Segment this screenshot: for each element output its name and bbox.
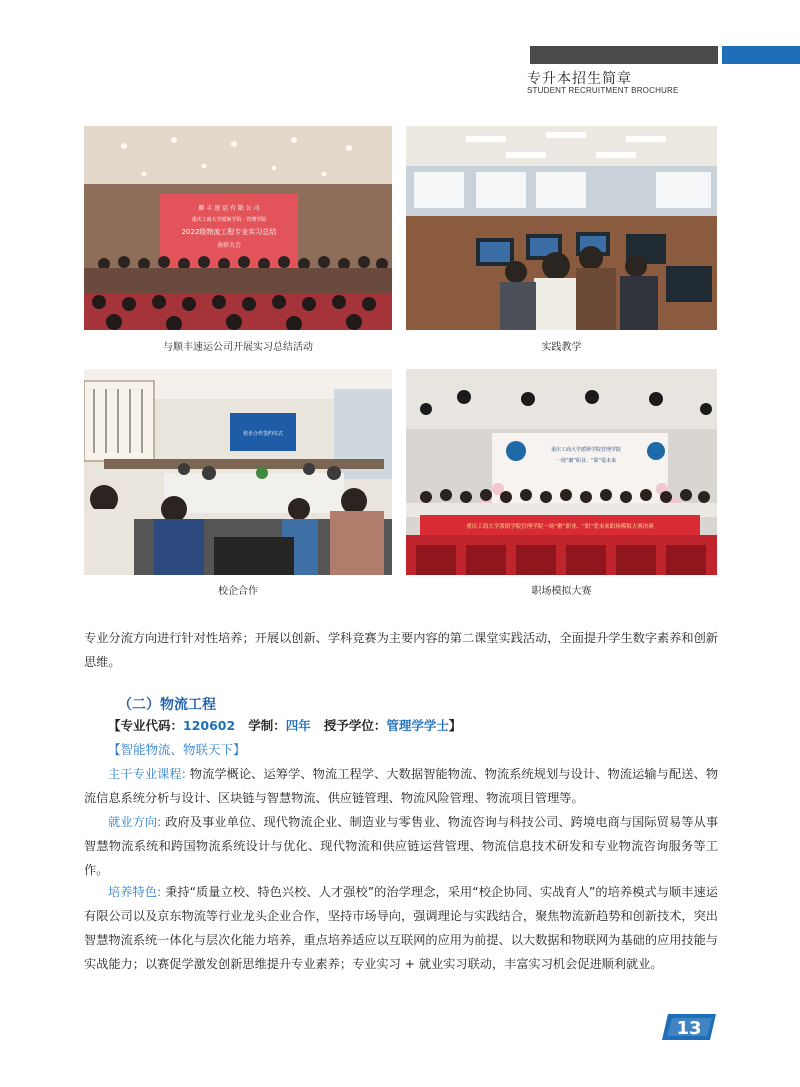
major-info-close: 】 (448, 718, 462, 733)
header-band-blue (722, 46, 800, 64)
photo-practice-teaching (406, 126, 717, 330)
page-number: 13 (676, 1018, 702, 1039)
duration-value: 四年 (285, 718, 311, 733)
employment-text: 政府及事业单位、现代物流企业、制造业与零售业、物流咨询与科技公司、跨境电商与国际贸易等从事智慧物流系统和跨国物流系统设计与优化、现代物流和供应链运营管理、物流信息技术研发和专业物流咨询服务等工作。 (84, 815, 719, 877)
major-info-line (108, 716, 461, 734)
degree-label: 授予学位： (323, 718, 387, 733)
screen-text: 校企合作签约仪式 (242, 431, 284, 437)
employment-label: 就业方向: (108, 815, 162, 829)
courses-paragraph (84, 762, 718, 810)
section-tagline: 【智能物流、物联天下】 (108, 742, 246, 757)
courses-text: 物流学概论、运筹学、物流工程学、大数据智能物流、物流系统规划与设计、物流运输与配送、物流信息系统分析与设计、区块链与智慧物流、供应链管理、物流风险管理、物流项目管理等。 (84, 767, 719, 805)
major-code-value: 120602 (183, 718, 236, 733)
intro-paragraph: 专业分流方向进行针对性培养；开展以创新、学科竞赛为主要内容的第二课堂实践活动，全面提升学生数字素养和创新思维。 (84, 631, 718, 669)
header-band-gray (530, 46, 718, 64)
features-paragraph (84, 880, 718, 976)
features-label: 培养特色: (108, 885, 162, 899)
photo-caption-1: 与顺丰速运公司开展实习总结活动 (163, 342, 313, 353)
major-code-label: 【专业代码： (108, 718, 184, 733)
duration-label: 学制： (248, 718, 286, 733)
degree-value: 管理学学士 (386, 718, 449, 733)
banner-line-2: 重庆工商大学派斯学院 · 管理学院 (191, 217, 267, 223)
board-line-2: 一场“聚”职业、“职”爱未来 (555, 458, 617, 464)
board-line-1: 重庆工商大学派斯学院管理学院 (550, 447, 622, 453)
courses-label: 主干专业课程: (108, 767, 186, 781)
brochure-title: 专升本招生简章 (527, 71, 632, 87)
banner-line-4: 表彰大会 (216, 242, 242, 249)
photo-caption-2: 实践教学 (541, 342, 582, 353)
red-banner-text: 重庆工商大学派斯学院管理学院一场“聚”职业、“职”爱未来职场模拟大赛决赛 (466, 524, 654, 530)
employment-paragraph (84, 810, 718, 882)
banner-line-3: 2022级物流工程专业实习总结 (181, 228, 277, 236)
section-title: （二）物流工程 (118, 697, 216, 713)
brochure-subtitle: STUDENT RECRUITMENT BROCHURE (527, 86, 679, 95)
photo-workplace-simulation-contest (406, 369, 717, 575)
photo-school-enterprise-cooperation (84, 369, 392, 575)
page-number-badge (662, 1012, 718, 1042)
photo-caption-3: 校企合作 (218, 586, 258, 597)
photo-sf-internship-summary (84, 126, 392, 330)
photo-caption-4: 职场模拟大赛 (531, 586, 592, 597)
features-text: 秉持“质量立校、特色兴校、人才强校”的治学理念，采用“校企协同、实战育人”的培养模式与顺丰速运有限公司以及京东物流等行业龙头企业合作，坚持市场导向，强调理论与实践结合，聚焦物流新趋势和创新技术，突出智慧物流系统一体化与层次化能力培养，重点培养适应以互联网的应用为前提、以大数据和物联网为基础的应用技能与实战能力；以赛促学激发创新思维提升专业素养；专业实习 + 就业实习联动，丰富实习机会促进顺利就业。 (84, 885, 718, 971)
banner-line-1: 顺 丰 速 运 有 限 公 司 (198, 205, 260, 212)
